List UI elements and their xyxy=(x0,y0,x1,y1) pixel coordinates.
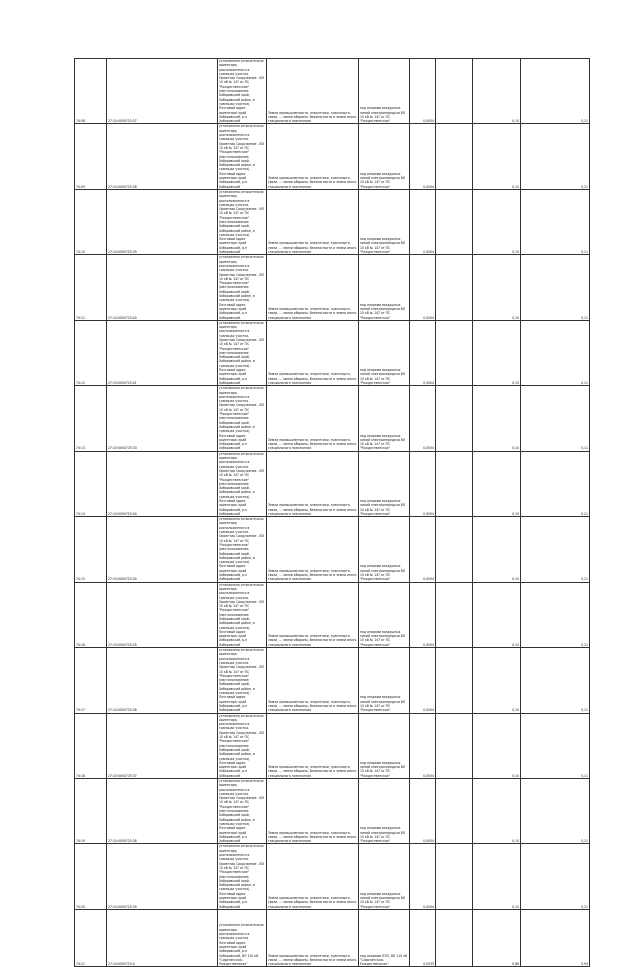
percent-cell: 0,94 xyxy=(521,909,590,967)
empty-cell xyxy=(436,713,473,778)
permitted-use: под опорами воздушных линий электропередачи ВЛ 10 кВ № 147 от ПС "Рождественская" xyxy=(359,189,410,254)
permitted-use: под опорами воздушных линий электропередачи ВЛ 10 кВ № 147 от ПС "Рождественская" xyxy=(359,713,410,778)
value-cell: 0,10 xyxy=(473,255,521,320)
location-description: установлено относительно ориентира, расположенного в границах участка. Ориентир Сооружение - ВЛ 10 кВ № 147 от ПС "Рождественское" (местоположение: Хабаровский край, Хабаровский район, в границах участка). Почтовый адрес ориентира: край Хабаровский, р-н Хабаровский xyxy=(218,189,267,254)
row-number: 74:21 xyxy=(75,909,107,967)
empty-cell xyxy=(436,909,473,967)
empty-cell xyxy=(436,386,473,451)
permitted-use: под опорами воздушных линий электропередачи ВЛ 10 кВ № 147 от ПС "Рождественская" xyxy=(359,386,410,451)
percent-cell: 0,11 xyxy=(521,124,590,189)
land-category: Земли промышленности, энергетики, транспорта, связи, ... земли обороны, безопасности и земли иного специального назначения xyxy=(267,517,359,582)
table-row xyxy=(75,648,590,713)
land-category: Земли промышленности, энергетики, транспорта, связи, ... земли обороны, безопасности и земли иного специального назначения xyxy=(267,582,359,647)
table-body xyxy=(75,59,590,967)
table-row xyxy=(75,713,590,778)
row-number: 74:17 xyxy=(75,648,107,713)
value-cell: 0,10 xyxy=(473,844,521,909)
empty-cell xyxy=(436,255,473,320)
percent-cell: 0,11 xyxy=(521,517,590,582)
value-cell: 0,10 xyxy=(473,320,521,385)
value-cell: 0,10 xyxy=(473,189,521,254)
table-row xyxy=(75,386,590,451)
permitted-use: под опорами воздушных линий электропередачи ВЛ 10 кВ № 147 от ПС "Рождественская" xyxy=(359,778,410,843)
land-category: Земли промышленности, энергетики, транспорта, связи, ... земли обороны, безопасности и земли иного специального назначения xyxy=(267,778,359,843)
table-row xyxy=(75,909,590,967)
percent-cell: 0,11 xyxy=(521,255,590,320)
row-number: 74:16 xyxy=(75,582,107,647)
cadastral-number: 27:10:0000725:35 xyxy=(107,582,218,647)
row-number: 74:09 xyxy=(75,124,107,189)
cadastral-number: 27:10:0000725:38 xyxy=(107,124,218,189)
value-cell: 0,10 xyxy=(473,124,521,189)
empty-cell xyxy=(436,124,473,189)
permitted-use: под опорами воздушных линий электропередачи ВЛ 10 кВ № 147 от ПС "Рождественская" xyxy=(359,124,410,189)
land-category: Земли промышленности, энергетики, транспорта, связи, ... земли обороны, безопасности и земли иного специального назначения xyxy=(267,189,359,254)
permitted-use: под опорами воздушных линий электропередачи ВЛ 10 кВ № 147 от ПС "Рождественская" xyxy=(359,451,410,516)
area-value: 0,0004 xyxy=(410,386,436,451)
cadastral-number: 27:10:0000725:40 xyxy=(107,255,218,320)
value-cell: 0,10 xyxy=(473,778,521,843)
value-cell: 0,10 xyxy=(473,386,521,451)
percent-cell: 0,11 xyxy=(521,320,590,385)
area-value: 0,0004 xyxy=(410,648,436,713)
permitted-use: под опорами ЛЭП, ВЛ 110 кВ "Сиротинская-Рождественская" xyxy=(359,909,410,967)
cadastral-number: 27:10:0000725:33 xyxy=(107,386,218,451)
table-row xyxy=(75,189,590,254)
area-value: 0,0004 xyxy=(410,451,436,516)
empty-cell xyxy=(436,451,473,516)
permitted-use: под опорами воздушных линий электропередачи ВЛ 10 кВ № 147 от ПС "Рождественская" xyxy=(359,582,410,647)
empty-cell xyxy=(436,320,473,385)
area-value: 0,0033 xyxy=(410,909,436,967)
empty-cell xyxy=(436,582,473,647)
location-description: установлено относительно ориентира, расположенного в границах участка. Ориентир Сооружение - ВЛ 10 кВ № 147 от ПС "Рождественское" (местоположение: Хабаровский край, Хабаровский район, в границах участка). Почтовый адрес ориентира: край Хабаровский, р-н Хабаровский xyxy=(218,713,267,778)
table-row xyxy=(75,320,590,385)
cadastral-number: 27:10:0000725:39 xyxy=(107,844,218,909)
value-cell: 0,10 xyxy=(473,517,521,582)
area-value: 0,0004 xyxy=(410,189,436,254)
location-description: установлено относительно ориентира, расположенного в границах участка. Почтовый адрес ориентира: край Хабаровский, р-н Хабаровский, ВЛ 110 кВ "Сиротинская-Рождественская" xyxy=(218,909,267,967)
permitted-use: под опорами воздушных линий электропередачи ВЛ 10 кВ № 147 от ПС "Рождественская" xyxy=(359,517,410,582)
location-description: установлено относительно ориентира, расположенного в границах участка. Ориентир Сооружение - ВЛ 10 кВ № 147 от ПС "Рождественское" (местоположение: Хабаровский край, Хабаровский район, в границах участка). Почтовый адрес ориентира: край Хабаровский, р-н Хабаровский xyxy=(218,844,267,909)
value-cell: 0,10 xyxy=(473,582,521,647)
table-row xyxy=(75,778,590,843)
empty-cell xyxy=(436,844,473,909)
percent-cell: 0,11 xyxy=(521,582,590,647)
value-cell: 0,10 xyxy=(473,59,521,124)
location-description: установлено относительно ориентира, расположенного в границах участка. Ориентир Сооружение - ВЛ 10 кВ № 147 от ПС "Рождественское" (местоположение: Хабаровский край, Хабаровский район, в границах участка). Почтовый адрес ориентира: край Хабаровский, р-н Хабаровский xyxy=(218,59,267,124)
row-number: 74:18 xyxy=(75,713,107,778)
cadastral-number: 27:10:0000725:36 xyxy=(107,648,218,713)
area-value: 0,0004 xyxy=(410,713,436,778)
cadastral-number: 27:10:0000725:38 xyxy=(107,778,218,843)
empty-cell xyxy=(436,648,473,713)
empty-cell xyxy=(436,189,473,254)
table-row xyxy=(75,255,590,320)
empty-cell xyxy=(436,778,473,843)
land-category: Земли промышленности, энергетики, транспорта, связи, ... земли обороны, безопасности и земли иного специального назначения xyxy=(267,124,359,189)
area-value: 0,0004 xyxy=(410,582,436,647)
land-category: Земли промышленности, энергетики, транспорта, связи, ... земли обороны, безопасности и земли иного специального назначения xyxy=(267,451,359,516)
table-row xyxy=(75,124,590,189)
row-number: 74:08 xyxy=(75,59,107,124)
cadastral-number: 27:10:0000725:34 xyxy=(107,451,218,516)
permitted-use: под опорами воздушных линий электропередачи ВЛ 10 кВ № 147 от ПС "Рождественская" xyxy=(359,255,410,320)
land-category: Земли промышленности, энергетики, транспорта, связи, ... земли обороны, безопасности и земли иного специального назначения xyxy=(267,713,359,778)
cadastral-number: 27:10:0000725:37 xyxy=(107,713,218,778)
location-description: установлено относительно ориентира, расположенного в границах участка. Ориентир Сооружение - ВЛ 10 кВ № 147 от ПС "Рождественское" (местоположение: Хабаровский край, Хабаровский район, в границах участка). Почтовый адрес ориентира: край Хабаровский, р-н Хабаровский xyxy=(218,778,267,843)
area-value: 0,0004 xyxy=(410,320,436,385)
location-description: установлено относительно ориентира, расположенного в границах участка. Ориентир Сооружение - ВЛ 10 кВ № 147 от ПС "Рождественское" (местоположение: Хабаровский край, Хабаровский район, в границах участка). Почтовый адрес ориентира: край Хабаровский, р-н Хабаровский xyxy=(218,255,267,320)
value-cell: 0,10 xyxy=(473,451,521,516)
table-row xyxy=(75,582,590,647)
area-value: 0,0004 xyxy=(410,517,436,582)
location-description: установлено относительно ориентира, расположенного в границах участка. Ориентир Сооружение - ВЛ 10 кВ № 147 от ПС "Рождественское" (местоположение: Хабаровский край, Хабаровский район, в границах участка). Почтовый адрес ориентира: край Хабаровский, р-н Хабаровский xyxy=(218,582,267,647)
row-number: 74:15 xyxy=(75,517,107,582)
percent-cell: 0,11 xyxy=(521,189,590,254)
location-description: установлено относительно ориентира, расположенного в границах участка. Ориентир Сооружение - ВЛ 10 кВ № 147 от ПС "Рождественское" (местоположение: Хабаровский край, Хабаровский район, в границах участка). Почтовый адрес ориентира: край Хабаровский, р-н Хабаровский xyxy=(218,517,267,582)
area-value: 0,0004 xyxy=(410,124,436,189)
table-row xyxy=(75,844,590,909)
permitted-use: под опорами воздушных линий электропередачи ВЛ 10 кВ № 147 от ПС "Рождественская" xyxy=(359,59,410,124)
land-category: Земли промышленности, энергетики, транспорта, связи, ... земли обороны, безопасности и земли иного специального назначения xyxy=(267,909,359,967)
percent-cell: 0,11 xyxy=(521,386,590,451)
row-number: 74:12 xyxy=(75,320,107,385)
cadastral-number: 27:10:0000725:34 xyxy=(107,517,218,582)
land-category: Земли промышленности, энергетики, транспорта, связи, ... земли обороны, безопасности и земли иного специального назначения xyxy=(267,648,359,713)
area-value: 0,0004 xyxy=(410,844,436,909)
percent-cell: 0,11 xyxy=(521,648,590,713)
value-cell: 0,88 xyxy=(473,909,521,967)
row-number: 74:10 xyxy=(75,189,107,254)
area-value: 0,0004 xyxy=(410,255,436,320)
area-value: 0,0004 xyxy=(410,59,436,124)
percent-cell: 0,11 xyxy=(521,59,590,124)
location-description: установлено относительно ориентира, расположенного в границах участка. Ориентир Сооружение - ВЛ 10 кВ № 147 от ПС "Рождественское" (местоположение: Хабаровский край, Хабаровский район, в границах участка). Почтовый адрес ориентира: край Хабаровский, р-н Хабаровский xyxy=(218,648,267,713)
land-register-table xyxy=(74,58,590,967)
area-value: 0,0004 xyxy=(410,778,436,843)
percent-cell: 0,11 xyxy=(521,451,590,516)
row-number: 74:13 xyxy=(75,386,107,451)
row-number: 74:19 xyxy=(75,778,107,843)
land-category: Земли промышленности, энергетики, транспорта, связи, ... земли обороны, безопасности и земли иного специального назначения xyxy=(267,386,359,451)
permitted-use: под опорами воздушных линий электропередачи ВЛ 10 кВ № 147 от ПС "Рождественская" xyxy=(359,320,410,385)
table-row xyxy=(75,451,590,516)
permitted-use: под опорами воздушных линий электропередачи ВЛ 10 кВ № 147 от ПС "Рождественская" xyxy=(359,648,410,713)
row-number: 74:14 xyxy=(75,451,107,516)
cadastral-number: 27:10:0000725:39 xyxy=(107,189,218,254)
table-row xyxy=(75,517,590,582)
land-category: Земли промышленности, энергетики, транспорта, связи, ... земли обороны, безопасности и земли иного специального назначения xyxy=(267,320,359,385)
value-cell: 0,10 xyxy=(473,648,521,713)
land-category: Земли промышленности, энергетики, транспорта, связи, ... земли обороны, безопасности и земли иного специального назначения xyxy=(267,59,359,124)
location-description: установлено относительно ориентира, расположенного в границах участка. Ориентир Сооружение - ВЛ 10 кВ № 147 от ПС "Рождественское" (местоположение: Хабаровский край, Хабаровский район, в границах участка). Почтовый адрес ориентира: край Хабаровский, р-н Хабаровский xyxy=(218,451,267,516)
permitted-use: под опорами воздушных линий электропередачи ВЛ 10 кВ № 147 от ПС "Рождественская" xyxy=(359,844,410,909)
row-number: 74:11 xyxy=(75,255,107,320)
row-number: 74:20 xyxy=(75,844,107,909)
cadastral-number: 27:10:0000725:4 xyxy=(107,909,218,967)
table-row xyxy=(75,59,590,124)
empty-cell xyxy=(436,59,473,124)
cadastral-number: 27:10:0000725:41 xyxy=(107,320,218,385)
percent-cell: 0,11 xyxy=(521,713,590,778)
location-description: установлено относительно ориентира, расположенного в границах участка. Ориентир Сооружение - ВЛ 10 кВ № 147 от ПС "Рождественское" (местоположение: Хабаровский край, Хабаровский район, в границах участка). Почтовый адрес ориентира: край Хабаровский, р-н Хабаровский xyxy=(218,124,267,189)
value-cell: 0,10 xyxy=(473,713,521,778)
percent-cell: 0,11 xyxy=(521,778,590,843)
empty-cell xyxy=(436,517,473,582)
location-description: установлено относительно ориентира, расположенного в границах участка. Ориентир Сооружение - ВЛ 10 кВ № 147 от ПС "Рождественское" (местоположение: Хабаровский край, Хабаровский район, в границах участка). Почтовый адрес ориентира: край Хабаровский, р-н Хабаровский xyxy=(218,386,267,451)
land-category: Земли промышленности, энергетики, транспорта, связи, ... земли обороны, безопасности и земли иного специального назначения xyxy=(267,844,359,909)
location-description: установлено относительно ориентира, расположенного в границах участка. Ориентир Сооружение - ВЛ 10 кВ № 147 от ПС "Рождественское" (местоположение: Хабаровский край, Хабаровский район, в границах участка). Почтовый адрес ориентира: край Хабаровский, р-н Хабаровский xyxy=(218,320,267,385)
percent-cell: 0,11 xyxy=(521,844,590,909)
cadastral-number: 27:10:0000725:37 xyxy=(107,59,218,124)
land-category: Земли промышленности, энергетики, транспорта, связи, ... земли обороны, безопасности и земли иного специального назначения xyxy=(267,255,359,320)
